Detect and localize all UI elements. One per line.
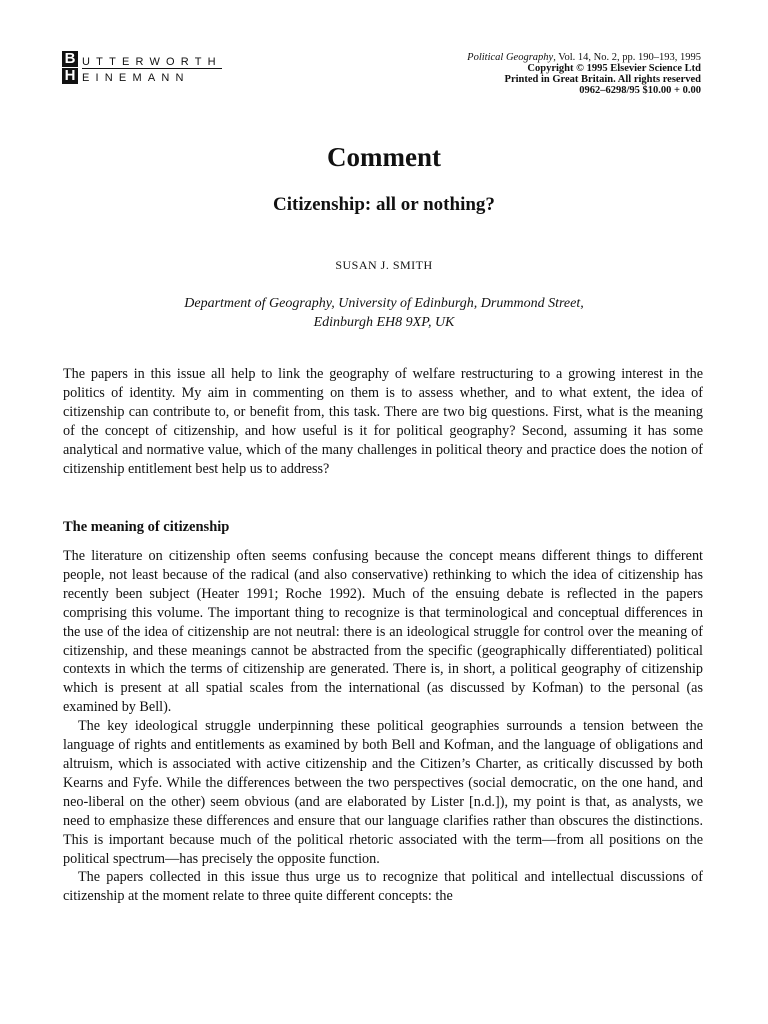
printed-line: Printed in Great Britain. All rights reserved [504, 74, 701, 85]
section-heading: The meaning of citizenship [63, 519, 230, 535]
copyright-line: Copyright © 1995 Elsevier Science Ltd [527, 63, 701, 74]
publication-info [467, 52, 701, 96]
body-paragraph-2: The key ideological struggle underpinning these political geographies surrounds a tension between the language of rights and entitlements as examined by both Bell and Kofman, and the language of obligations and altruism, which is associated with active citizenship and the Citizen’s Charter, as critically discussed by both Kearns and Fyfe. While the differences between the two perspectives (social democratic, on the one hand, and neo-liberal on the other) seem obvious (and are elaborated by Lister [n.d.]), my point is that, as analysts, we need to emphasize these differences and ensure that our language clarifies rather than obscures the distinctions. This is important because much of the political rhetoric associated with the term—from all positions on the political spectrum—has precisely the opposite function. [63, 718, 703, 867]
body-paragraph-1: The literature on citizenship often seems confusing because the concept means different things to different people, not least because of the radical (and also conservative) rethinking to which the idea of citizenship has recently been subject (Heater 1991; Roche 1992). Much of the ensuing debate is reflected in the papers comprising this volume. The important thing to recognize is that terminological and conceptual differences in the use of the idea of citizenship are not neutral: there is an ideological struggle for control over the meaning of citizenship, and these meanings cannot be abstracted from the specific (geographically differentiated) political contexts in which the terms of citizenship are generated. There is, in short, a political geography of citizenship which is present at all spatial scales from the international (as discussed by Kofman) to the personal (as examined by Bell). [63, 548, 703, 716]
affiliation-line-2: Edinburgh EH8 9XP, UK [313, 315, 455, 330]
article-type: Comment [327, 142, 441, 172]
intro-paragraph: The papers in this issue all help to link the geography of welfare restructuring to a growing interest in the politics of identity. My aim in commenting on them is to assess whether, and to what extent, the idea of citizenship can contribute to, or benefit from, this task. There are two big questions. First, what is the meaning of the concept of citizenship, and how useful is it for political geography? Second, assuming it has some analytical and normative value, which of the many challenges in political theory and practice does the notion of citizenship entitlement best help us to address? [63, 366, 703, 477]
section-body [63, 547, 703, 906]
journal-name: Political Geography [467, 52, 554, 63]
issn-line: 0962–6298/95 $10.00 + 0.00 [579, 85, 701, 96]
logo-text-top: UTTERWORTH [82, 56, 222, 68]
affiliation-line-1: Department of Geography, University of Edinburgh, Drummond Street, [184, 296, 584, 311]
publisher-logo [62, 51, 252, 87]
author-name: SUSAN J. SMITH [335, 258, 433, 272]
logo-letter-h: H [62, 68, 78, 84]
author-affiliation [0, 294, 768, 332]
article-title: Citizenship: all or nothing? [273, 194, 495, 215]
citation-line [467, 52, 701, 63]
body-paragraph-3: The papers collected in this issue thus urge us to recognize that political and intellectual discussions of citizenship at the moment relate to three quite different concepts: the [63, 869, 703, 905]
intro-section [63, 365, 703, 478]
citation-details: , Vol. 14, No. 2, pp. 190–193, 1995 [553, 52, 701, 63]
logo-text-bottom: EINEMANN [82, 72, 190, 84]
logo-letter-b: B [62, 51, 78, 67]
